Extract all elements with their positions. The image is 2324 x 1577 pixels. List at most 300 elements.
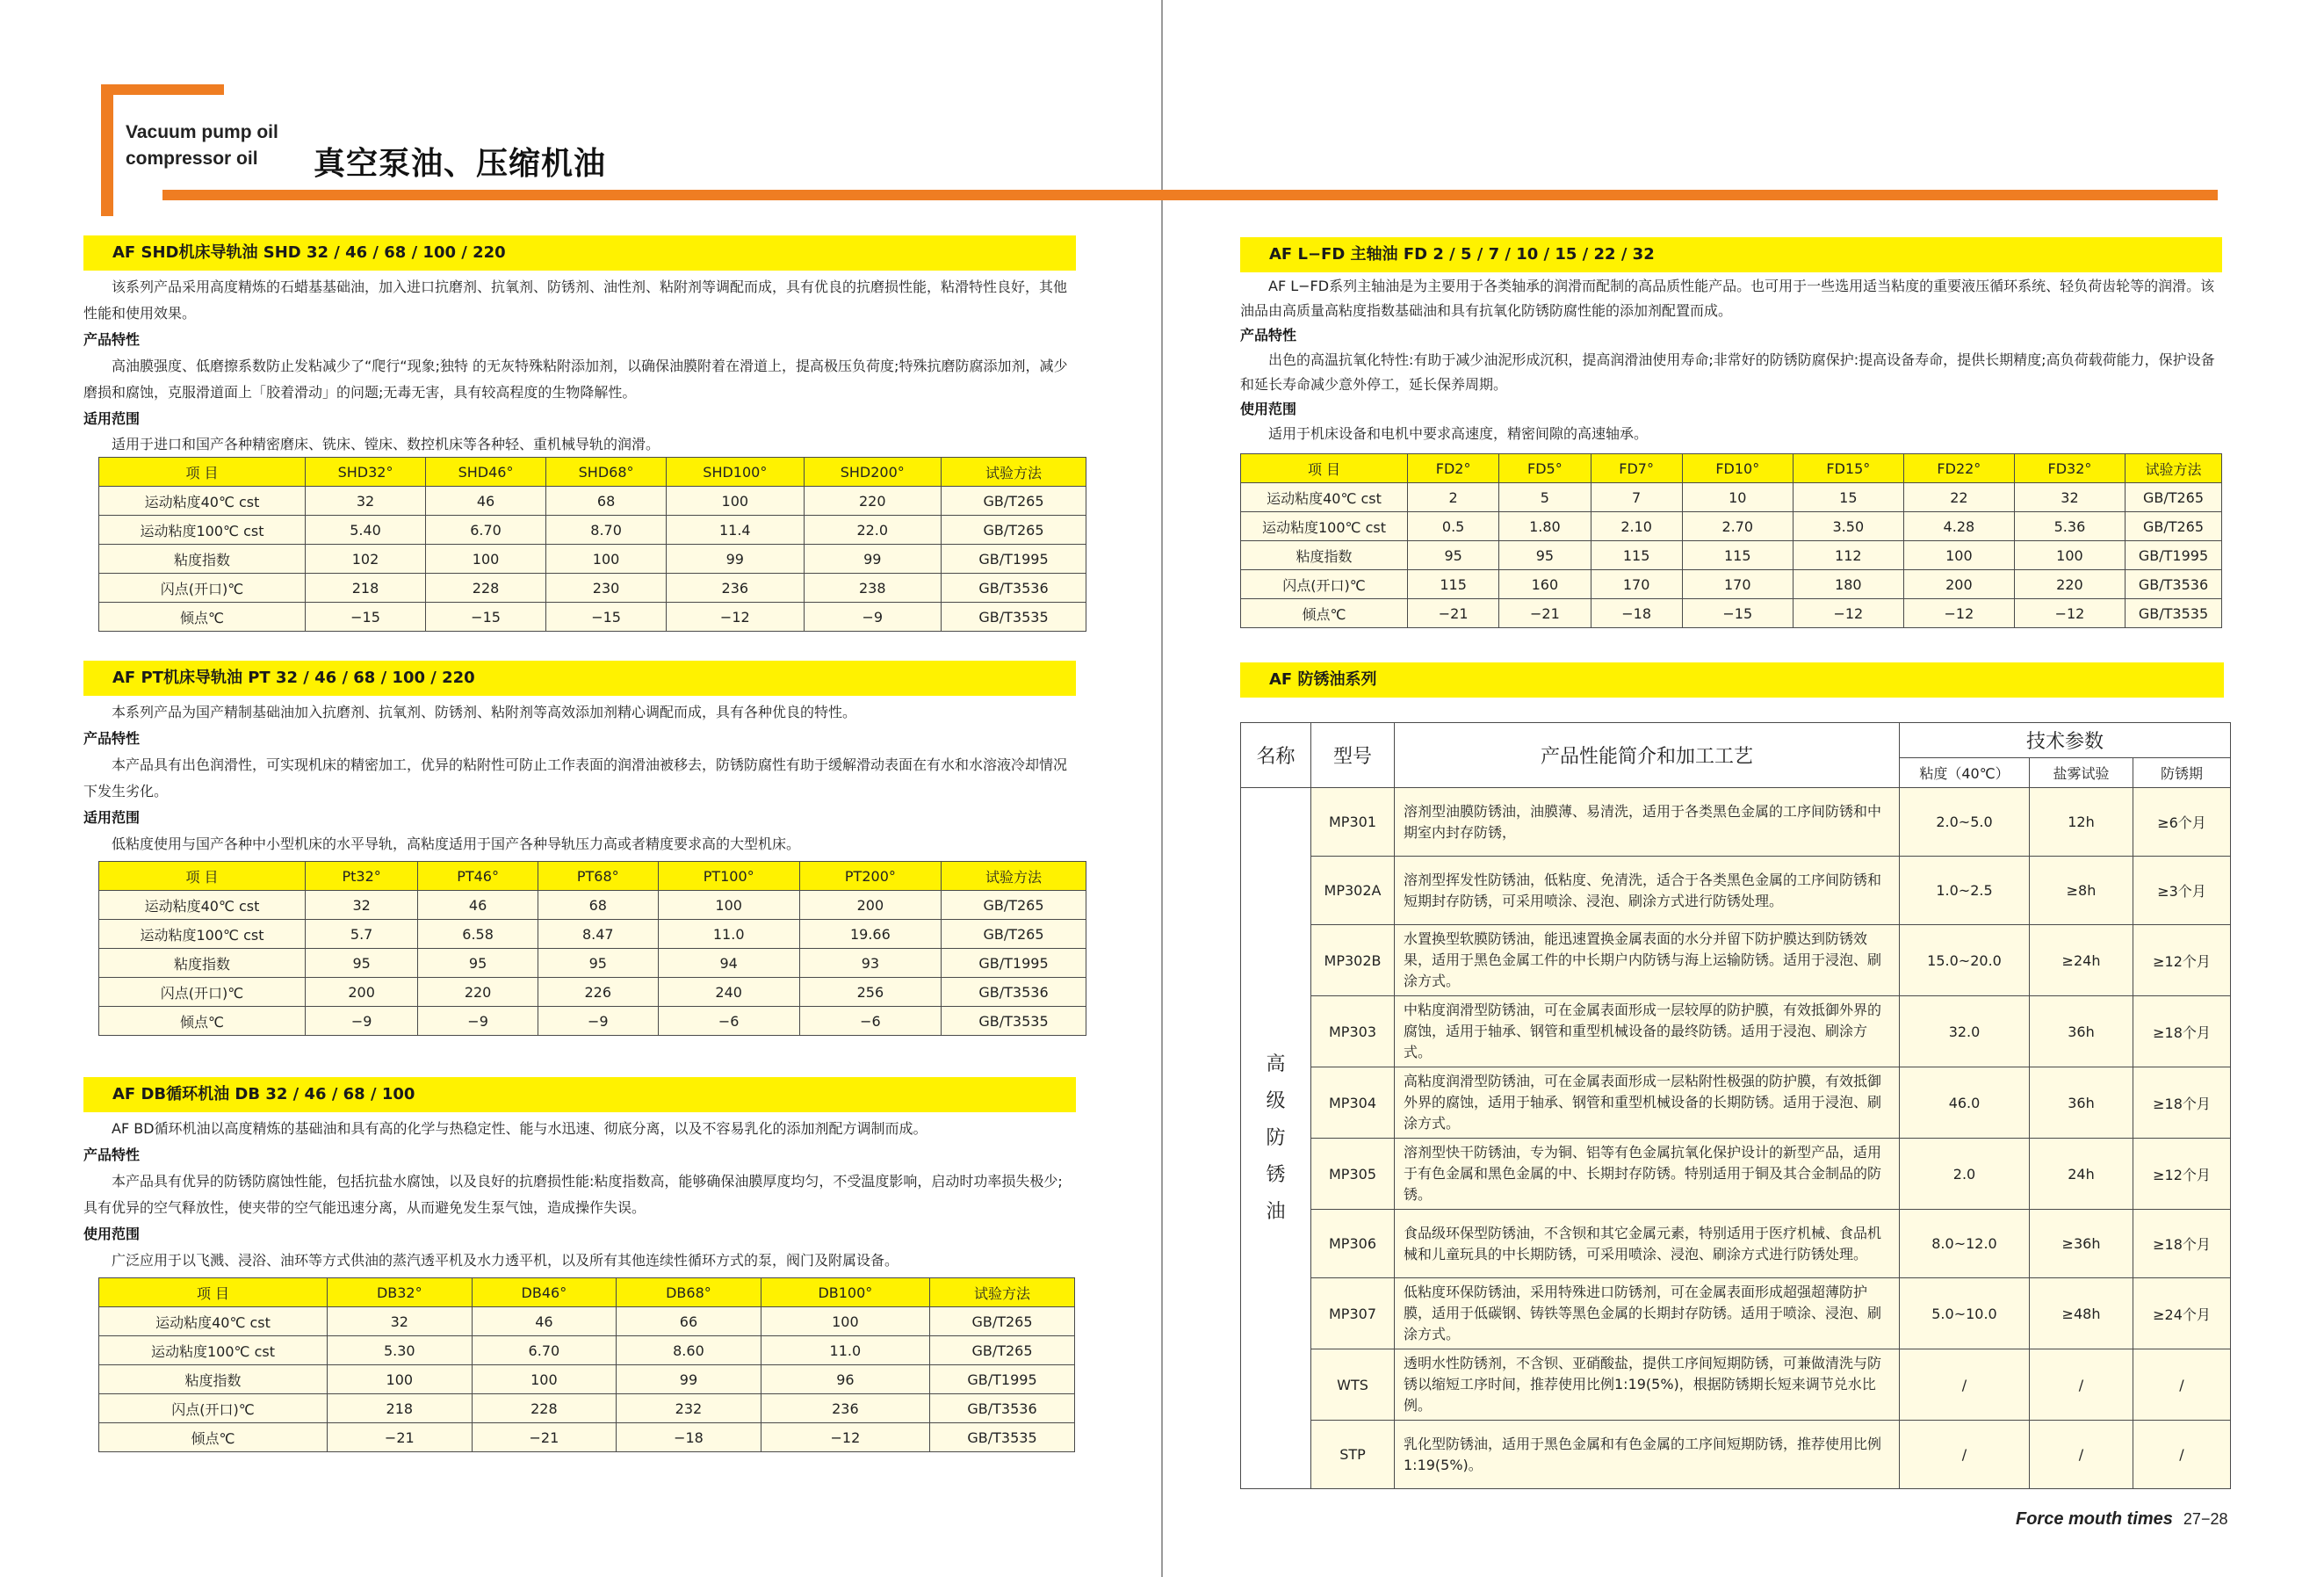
table-row	[99, 545, 1086, 574]
table-cell: 倾点℃	[1241, 599, 1408, 628]
table-header-cell: FD32°	[2014, 454, 2125, 483]
header-english-title	[126, 119, 278, 172]
table-cell: 5.30	[328, 1336, 473, 1365]
table-cell: GB/T265	[942, 920, 1086, 949]
table-cell: 32	[306, 487, 426, 516]
table-cell: 32	[328, 1307, 473, 1336]
table-row	[1241, 483, 2222, 512]
db-spec-table	[98, 1277, 1075, 1452]
table-cell: 乳化型防锈油，适用于黑色金属和有色金属的工序间短期防锈，推荐使用比例1:19(5%)。	[1395, 1421, 1900, 1489]
table-cell: GB/T265	[942, 891, 1086, 920]
table-cell: 200	[1903, 570, 2014, 599]
table-cell: ≥8h	[2030, 857, 2133, 925]
table-cell: −6	[658, 1007, 799, 1036]
footer-page-numbers: 27−28	[2183, 1510, 2228, 1528]
shd-section	[83, 235, 1076, 632]
table-cell: 运动粘度100℃ cst	[99, 920, 306, 949]
table-cell: 218	[328, 1394, 473, 1423]
table-cell: 170	[1682, 570, 1793, 599]
db-scope: 广泛应用于以飞溅、浸浴、油环等方式供油的蒸汽透平机及水力透平机，以及所有其他连续性循环方式的泵，阀门及附属设备。	[112, 1252, 899, 1269]
shd-features-heading: 产品特性	[83, 331, 141, 348]
table-cell: ≥24个月	[2133, 1278, 2231, 1349]
pt-intro: 本系列产品为国产精制基础油加入抗磨剂、抗氧剂、防锈剂、粘附剂等高效添加剂精心调配而成，具有各种优良的特性。	[112, 704, 857, 720]
table-cell: −21	[1408, 599, 1499, 628]
table-cell: GB/T3536	[2126, 570, 2222, 599]
table-cell: 238	[804, 574, 941, 603]
table-cell: −9	[804, 603, 941, 632]
table-cell: STP	[1311, 1421, 1395, 1489]
table-row	[1241, 1421, 2231, 1489]
table-cell: 高粘度润滑型防锈油，可在金属表面形成一层粘附性极强的防护膜，有效抵御外界的腐蚀，适用于轴承、钢管和重型机械设备的长期防锈。适用于浸泡、刷涂方式。	[1395, 1067, 1900, 1139]
table-cell: GB/T3536	[942, 574, 1086, 603]
table-cell: MP302A	[1311, 857, 1395, 925]
pt-title-bar: AF PT机床导轨油 PT 32 / 46 / 68 / 100 / 220	[83, 661, 1076, 696]
table-cell: 粘度指数	[99, 1365, 328, 1394]
table-cell: 100	[2014, 541, 2125, 570]
table-header-cell: 试验方法	[2126, 454, 2222, 483]
table-cell: 8.60	[617, 1336, 761, 1365]
table-cell: 运动粘度100℃ cst	[1241, 512, 1408, 541]
fd-features: 出色的高温抗氧化特性:有助于减少油泥形成沉积，提高润滑油使用寿命;非常好的防锈防腐保护:提高设备寿命，提供长期精度;高负荷载荷能力，保护设备和延长寿命减少意外停工，延长保养周期。	[1240, 351, 2215, 393]
table-cell: ≥18个月	[2133, 1210, 2231, 1278]
table-cell: /	[1900, 1421, 2030, 1489]
table-row	[1241, 925, 2231, 996]
table-cell: 食品级环保型防锈油，不含钡和其它金属元素，特别适用于医疗机械、食品机械和儿童玩具的中长期防锈，可采用喷涂、浸泡、刷涂方式进行防锈处理。	[1395, 1210, 1900, 1278]
table-cell: −9	[418, 1007, 538, 1036]
table-cell: ≥24h	[2030, 925, 2133, 996]
table-cell: 倾点℃	[99, 603, 306, 632]
table-cell: 4.28	[1903, 512, 2014, 541]
table-cell: −6	[799, 1007, 941, 1036]
table-cell: MP305	[1311, 1139, 1395, 1210]
table-header-cell: PT46°	[418, 862, 538, 891]
table-cell: MP303	[1311, 996, 1395, 1067]
table-header-cell: 型号	[1311, 723, 1395, 788]
table-cell: ≥6个月	[2133, 788, 2231, 857]
table-cell: 2.70	[1682, 512, 1793, 541]
table-cell: GB/T265	[2126, 483, 2222, 512]
db-scope-heading: 使用范围	[83, 1226, 141, 1242]
table-cell: 15.0~20.0	[1900, 925, 2030, 996]
table-row	[99, 920, 1086, 949]
table-cell: 2	[1408, 483, 1499, 512]
table-cell: GB/T265	[930, 1336, 1075, 1365]
rust-title-bar: AF 防锈油系列	[1240, 662, 2224, 698]
table-cell: 15	[1793, 483, 1903, 512]
table-header-cell: PT100°	[658, 862, 799, 891]
pt-features-heading: 产品特性	[83, 730, 141, 747]
table-header-cell: Pt32°	[306, 862, 418, 891]
table-cell: −21	[1499, 599, 1591, 628]
table-row	[99, 1007, 1086, 1036]
fd-intro: AF L−FD系列主轴油是为主要用于各类轴承的润滑而配制的高品质性能产品。也可用于一些选用适当粘度的重要液压循环系统、轻负荷齿轮等的润滑。该油品由高质量高粘度指数基础油和具有抗氧化防锈防腐性能的添加剂配置而成。	[1240, 278, 2215, 319]
shd-intro: 该系列产品采用高度精炼的石蜡基基础油，加入进口抗磨剂、抗氧剂、防锈剂、油性剂、粘附剂等调配而成，具有优良的抗磨损性能，粘滑特性良好，其他性能和使用效果。	[83, 279, 1068, 322]
table-cell: ≥36h	[2030, 1210, 2133, 1278]
table-header-cell: FD7°	[1591, 454, 1682, 483]
table-header-cell: 防锈期	[2133, 758, 2231, 788]
fd-features-heading: 产品特性	[1240, 327, 1297, 344]
table-header-cell: SHD46°	[426, 458, 546, 487]
table-cell: 10	[1682, 483, 1793, 512]
table-cell: 240	[658, 978, 799, 1007]
table-row	[1241, 1067, 2231, 1139]
db-section	[83, 1077, 1076, 1452]
table-header-cell: DB46°	[472, 1278, 617, 1307]
table-cell: 22	[1903, 483, 2014, 512]
table-cell: 3.50	[1793, 512, 1903, 541]
table-cell: 228	[472, 1394, 617, 1423]
table-cell: −15	[306, 603, 426, 632]
header-en-line2: compressor oil	[126, 148, 258, 169]
table-cell: ≥12个月	[2133, 925, 2231, 996]
table-cell: −18	[1591, 599, 1682, 628]
header-en-line1: Vacuum pump oil	[126, 122, 278, 142]
table-cell: 93	[799, 949, 941, 978]
shd-scope: 适用于进口和国产各种精密磨床、铣床、镗床、数控机床等各种轻、重机械导轨的润滑。	[112, 436, 660, 452]
table-cell: GB/T1995	[942, 949, 1086, 978]
table-row	[99, 603, 1086, 632]
db-features-heading: 产品特性	[83, 1147, 141, 1163]
table-cell: 112	[1793, 541, 1903, 570]
table-cell: −15	[546, 603, 667, 632]
table-header-row	[1241, 454, 2222, 483]
table-cell: 99	[804, 545, 941, 574]
table-cell: 19.66	[799, 920, 941, 949]
table-cell: −21	[472, 1423, 617, 1452]
table-header-cell: DB100°	[761, 1278, 929, 1307]
table-row	[1241, 788, 2231, 857]
table-cell: 220	[2014, 570, 2125, 599]
table-header-cell: PT68°	[538, 862, 658, 891]
table-cell: 100	[658, 891, 799, 920]
table-cell: 5.0~10.0	[1900, 1278, 2030, 1349]
table-cell: GB/T1995	[942, 545, 1086, 574]
table-cell: 256	[799, 978, 941, 1007]
table-cell: MP304	[1311, 1067, 1395, 1139]
fd-section	[1240, 237, 2222, 628]
table-header-cell: 试验方法	[942, 458, 1086, 487]
table-header-cell: 名称	[1241, 723, 1311, 788]
table-header-cell: FD5°	[1499, 454, 1591, 483]
table-cell: 6.70	[472, 1336, 617, 1365]
db-title-bar: AF DB循环机油 DB 32 / 46 / 68 / 100	[83, 1077, 1076, 1112]
table-header-cell: 粘度（40℃）	[1900, 758, 2030, 788]
shd-spec-table	[98, 457, 1086, 632]
table-cell: GB/T1995	[2126, 541, 2222, 570]
table-cell: 46	[472, 1307, 617, 1336]
table-cell: −15	[426, 603, 546, 632]
table-header-cell: DB32°	[328, 1278, 473, 1307]
fd-spec-table	[1240, 453, 2222, 628]
table-cell: GB/T3535	[2126, 599, 2222, 628]
table-cell: 115	[1682, 541, 1793, 570]
table-cell: 11.0	[658, 920, 799, 949]
table-row	[99, 574, 1086, 603]
table-cell: /	[2133, 1421, 2231, 1489]
pt-section	[83, 661, 1076, 1036]
table-cell: 200	[799, 891, 941, 920]
table-cell: 8.70	[546, 516, 667, 545]
table-row	[99, 949, 1086, 978]
table-cell: 100	[761, 1307, 929, 1336]
table-header-cell: FD2°	[1408, 454, 1499, 483]
table-cell: −12	[761, 1423, 929, 1452]
table-cell: 闪点(开口)℃	[99, 978, 306, 1007]
table-cell: 22.0	[804, 516, 941, 545]
table-cell: 运动粘度100℃ cst	[99, 516, 306, 545]
table-cell: 中粘度润滑型防锈油，可在金属表面形成一层较厚的防护膜，有效抵御外界的腐蚀，适用于轴承、钢管和重型机械设备的最终防锈。适用于浸泡、刷涂方式。	[1395, 996, 1900, 1067]
table-cell: 228	[426, 574, 546, 603]
table-cell: 运动粘度40℃ cst	[99, 891, 306, 920]
table-cell: GB/T3535	[930, 1423, 1075, 1452]
table-cell: 95	[306, 949, 418, 978]
table-cell: 230	[546, 574, 667, 603]
table-row	[1241, 1278, 2231, 1349]
table-header-cell: SHD32°	[306, 458, 426, 487]
fd-scope-heading: 使用范围	[1240, 401, 1297, 417]
table-cell: 100	[546, 545, 667, 574]
table-cell: 运动粘度100℃ cst	[99, 1336, 328, 1365]
table-header-cell: 项 目	[1241, 454, 1408, 483]
table-header-cell: SHD200°	[804, 458, 941, 487]
table-cell: 11.4	[667, 516, 804, 545]
table-cell: 99	[617, 1365, 761, 1394]
table-cell: 96	[761, 1365, 929, 1394]
header-frame-vertical	[101, 84, 113, 216]
table-cell: /	[2030, 1421, 2133, 1489]
table-header-cell: FD10°	[1682, 454, 1793, 483]
table-cell: 24h	[2030, 1139, 2133, 1210]
table-cell: 200	[306, 978, 418, 1007]
table-header-cell: 试验方法	[930, 1278, 1075, 1307]
table-cell: 36h	[2030, 1067, 2133, 1139]
table-header-cell: SHD100°	[667, 458, 804, 487]
table-row	[99, 516, 1086, 545]
table-row	[1241, 996, 2231, 1067]
table-cell: 100	[328, 1365, 473, 1394]
table-cell: 95	[1408, 541, 1499, 570]
category-cell: 高 级 防 锈 油	[1241, 788, 1311, 1489]
header-rule	[162, 190, 2218, 200]
table-cell: ≥12个月	[2133, 1139, 2231, 1210]
table-cell: 180	[1793, 570, 1903, 599]
table-cell: 236	[667, 574, 804, 603]
table-cell: 220	[804, 487, 941, 516]
table-cell: 8.0~12.0	[1900, 1210, 2030, 1278]
table-cell: ≥3个月	[2133, 857, 2231, 925]
table-cell: ≥18个月	[2133, 1067, 2231, 1139]
table-cell: −18	[617, 1423, 761, 1452]
table-cell: −9	[306, 1007, 418, 1036]
table-cell: 运动粘度40℃ cst	[1241, 483, 1408, 512]
table-header-cell: PT200°	[799, 862, 941, 891]
fd-scope: 适用于机床设备和电机中要求高速度，精密间隙的高速轴承。	[1268, 425, 1649, 442]
table-cell: −12	[667, 603, 804, 632]
table-cell: ≥18个月	[2133, 996, 2231, 1067]
table-cell: 6.58	[418, 920, 538, 949]
table-cell: 220	[418, 978, 538, 1007]
table-header-row	[99, 862, 1086, 891]
table-cell: GB/T3535	[942, 1007, 1086, 1036]
table-cell: ≥48h	[2030, 1278, 2133, 1349]
table-cell: 32	[2014, 483, 2125, 512]
table-cell: MP301	[1311, 788, 1395, 857]
table-cell: 95	[538, 949, 658, 978]
table-row	[1241, 512, 2222, 541]
table-cell: 低粘度环保防锈油，采用特殊进口防锈剂，可在金属表面形成超强超薄防护膜，适用于低碳钢、铸铁等黑色金属的长期封存防锈。适用于喷涂、浸泡、刷涂方式。	[1395, 1278, 1900, 1349]
db-features: 本产品具有优异的防锈防腐蚀性能，包括抗盐水腐蚀，以及良好的抗磨损性能:粘度指数高，能够确保油膜厚度均匀，不受温度影响，启动时功率损失极少;具有优异的空气释放性，使夹带的空气能迅速分离，从而避免发生泵气蚀，造成操作失误。	[83, 1173, 1063, 1216]
page-fold-line	[1161, 0, 1163, 1577]
table-header-cell: FD22°	[1903, 454, 2014, 483]
pt-scope: 低粘度使用与国产各种中小型机床的水平导轨，高粘度适用于国产各种导轨压力高或者精度要求高的大型机床。	[112, 836, 801, 852]
table-cell: 5.7	[306, 920, 418, 949]
rust-oil-table	[1240, 722, 2231, 1489]
header-chinese-title: 真空泵油、压缩机油	[314, 146, 607, 182]
table-cell: 32	[306, 891, 418, 920]
table-cell: 闪点(开口)℃	[99, 1394, 328, 1423]
table-row	[99, 1307, 1075, 1336]
table-cell: 68	[546, 487, 667, 516]
fd-title-bar: AF L−FD 主轴油 FD 2 / 5 / 7 / 10 / 15 / 22 / 32	[1240, 237, 2222, 272]
table-header-cell: 产品性能简介和加工工艺	[1395, 723, 1900, 788]
table-row	[99, 487, 1086, 516]
table-row	[99, 1336, 1075, 1365]
table-header-cell: 项 目	[99, 458, 306, 487]
table-header-cell: 盐雾试验	[2030, 758, 2133, 788]
table-cell: GB/T265	[2126, 512, 2222, 541]
table-cell: 95	[418, 949, 538, 978]
table-header-cell: FD15°	[1793, 454, 1903, 483]
table-row	[99, 1394, 1075, 1423]
table-cell: 12h	[2030, 788, 2133, 857]
table-cell: GB/T3536	[942, 978, 1086, 1007]
table-cell: 100	[667, 487, 804, 516]
table-cell: 溶剂型快干防锈油，专为铜、铝等有色金属抗氧化保护设计的新型产品，适用于有色金属和黑色金属的中、长期封存防锈。特别适用于铜及其合金制品的防锈。	[1395, 1139, 1900, 1210]
table-cell: 闪点(开口)℃	[1241, 570, 1408, 599]
table-cell: −12	[1903, 599, 2014, 628]
table-cell: 倾点℃	[99, 1423, 328, 1452]
table-cell: MP306	[1311, 1210, 1395, 1278]
page-footer	[2016, 1509, 2227, 1530]
table-cell: 236	[761, 1394, 929, 1423]
table-cell: 100	[426, 545, 546, 574]
footer-brand: Force mouth times	[2016, 1509, 2173, 1529]
table-row	[1241, 857, 2231, 925]
table-cell: 68	[538, 891, 658, 920]
table-cell: GB/T3536	[930, 1394, 1075, 1423]
table-cell: 0.5	[1408, 512, 1499, 541]
table-cell: 5.36	[2014, 512, 2125, 541]
table-cell: 倾点℃	[99, 1007, 306, 1036]
db-intro: AF BD循环机油以高度精炼的基础油和具有高的化学与热稳定性、能与水迅速、彻底分离，以及不容易乳化的添加剂配方调制而成。	[112, 1120, 927, 1137]
pt-scope-heading: 适用范围	[83, 809, 141, 826]
table-cell: 6.70	[426, 516, 546, 545]
table-header-cell: 项 目	[99, 862, 306, 891]
table-row	[1241, 1139, 2231, 1210]
table-cell: 66	[617, 1307, 761, 1336]
table-cell: 99	[667, 545, 804, 574]
table-cell: 粘度指数	[1241, 541, 1408, 570]
table-cell: 11.0	[761, 1336, 929, 1365]
table-cell: 226	[538, 978, 658, 1007]
table-cell: 94	[658, 949, 799, 978]
table-row	[1241, 570, 2222, 599]
table-cell: 102	[306, 545, 426, 574]
header-frame-horizontal	[101, 84, 224, 95]
table-row	[1241, 541, 2222, 570]
table-cell: 1.80	[1499, 512, 1591, 541]
table-row	[99, 1423, 1075, 1452]
table-cell: 100	[1903, 541, 2014, 570]
table-cell: GB/T265	[930, 1307, 1075, 1336]
table-cell: 46	[426, 487, 546, 516]
shd-scope-heading: 适用范围	[83, 410, 141, 427]
table-cell: 5.40	[306, 516, 426, 545]
table-cell: 闪点(开口)℃	[99, 574, 306, 603]
table-cell: /	[1900, 1349, 2030, 1421]
table-row	[99, 978, 1086, 1007]
table-cell: −12	[2014, 599, 2125, 628]
shd-title-bar: AF SHD机床导轨油 SHD 32 / 46 / 68 / 100 / 220	[83, 235, 1076, 271]
table-cell: /	[2133, 1349, 2231, 1421]
table-cell: 95	[1499, 541, 1591, 570]
table-header-cell: DB68°	[617, 1278, 761, 1307]
table-cell: 232	[617, 1394, 761, 1423]
table-cell: /	[2030, 1349, 2133, 1421]
table-header-cell: 技术参数	[1900, 723, 2231, 758]
table-cell: GB/T1995	[930, 1365, 1075, 1394]
table-cell: 36h	[2030, 996, 2133, 1067]
table-cell: 100	[472, 1365, 617, 1394]
table-cell: 2.0	[1900, 1139, 2030, 1210]
table-cell: 溶剂型挥发性防锈油，低粘度、免清洗，适合于各类黑色金属的工序间防锈和短期封存防锈，可采用喷涂、浸泡、刷涂方式进行防锈处理。	[1395, 857, 1900, 925]
table-row	[1241, 1210, 2231, 1278]
table-cell: 运动粘度40℃ cst	[99, 487, 306, 516]
table-cell: GB/T265	[942, 487, 1086, 516]
table-cell: 170	[1591, 570, 1682, 599]
table-cell: 粘度指数	[99, 949, 306, 978]
shd-features: 高油膜强度、低磨擦系数防止发粘减少了“爬行“现象;独特 的无灰特殊粘附添加剂，以确保油膜附着在滑道上，提高极压负荷度;特殊抗磨防腐添加剂，减少磨损和腐蚀，克服滑道面上「胶着滑动」的问题;无毒无害，具有较高程度的生物降解性。	[83, 358, 1068, 401]
pt-spec-table	[98, 861, 1086, 1036]
table-cell: 溶剂型油膜防锈油，油膜薄、易清洗，适用于各类黑色金属的工序间防锈和中期室内封存防锈，	[1395, 788, 1900, 857]
table-cell: WTS	[1311, 1349, 1395, 1421]
table-cell: 粘度指数	[99, 545, 306, 574]
table-cell: 运动粘度40℃ cst	[99, 1307, 328, 1336]
table-cell: 32.0	[1900, 996, 2030, 1067]
table-cell: 115	[1408, 570, 1499, 599]
table-cell: 5	[1499, 483, 1591, 512]
table-cell: 218	[306, 574, 426, 603]
table-cell: −12	[1793, 599, 1903, 628]
table-header-row	[99, 1278, 1075, 1307]
table-cell: 水置换型软膜防锈油，能迅速置换金属表面的水分并留下防护膜达到防锈效果，适用于黑色金属工件的中长期户内防锈与海上运输防锈。适用于浸泡、刷涂方式。	[1395, 925, 1900, 996]
table-row	[1241, 1349, 2231, 1421]
table-cell: −21	[328, 1423, 473, 1452]
table-cell: 115	[1591, 541, 1682, 570]
table-cell: 46	[418, 891, 538, 920]
table-header-row	[99, 458, 1086, 487]
table-row	[1241, 599, 2222, 628]
pt-features: 本产品具有出色润滑性，可实现机床的精密加工，优异的粘附性可防止工作表面的润滑油被移去，防锈防腐性有助于缓解滑动表面在有水和水溶液冷却情况下发生劣化。	[83, 756, 1068, 799]
table-cell: 2.10	[1591, 512, 1682, 541]
table-cell: 透明水性防锈剂，不含钡、亚硝酸盐，提供工序间短期防锈，可兼做清洗与防锈以缩短工序时间，推荐使用比例1:19(5%)，根据防锈期长短来调节兑水比例。	[1395, 1349, 1900, 1421]
table-cell: 1.0~2.5	[1900, 857, 2030, 925]
table-cell: 46.0	[1900, 1067, 2030, 1139]
rust-section	[1240, 662, 2224, 698]
table-cell: GB/T3535	[942, 603, 1086, 632]
table-cell: 160	[1499, 570, 1591, 599]
table-cell: 7	[1591, 483, 1682, 512]
